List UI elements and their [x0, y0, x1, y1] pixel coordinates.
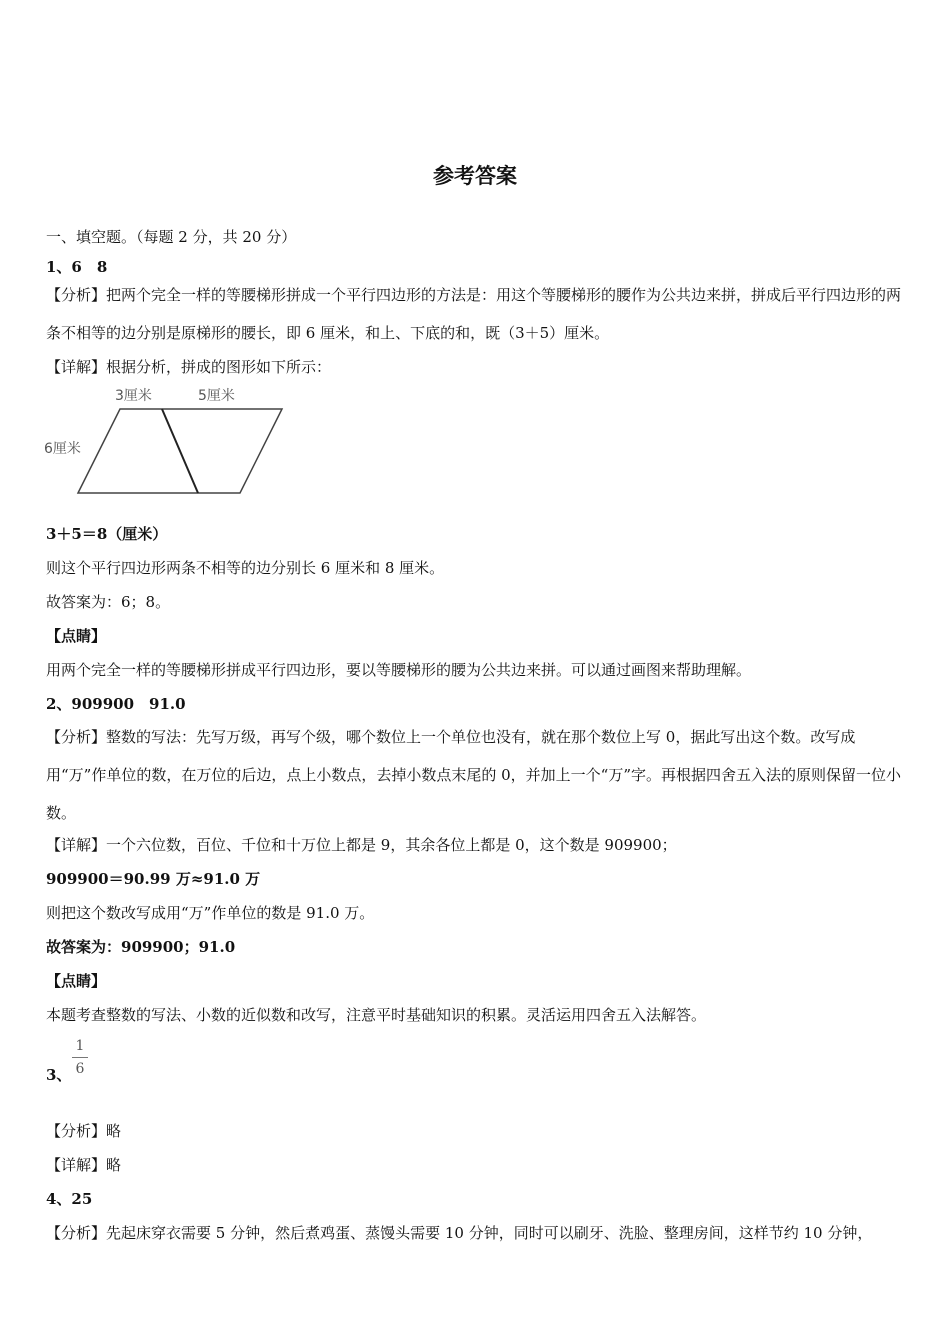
- section-heading: 一、填空题。（每题 2 分，共 20 分）: [46, 228, 297, 246]
- q2-final: 故答案为：909900；91.0: [46, 938, 236, 956]
- q3-prefix: 3、: [46, 1066, 72, 1084]
- q1-final: 故答案为：6；8。: [46, 593, 171, 611]
- q3-analysis: 【分析】略: [46, 1122, 122, 1140]
- q1-result: 则这个平行四边形两条不相等的边分别长 6 厘米和 8 厘米。: [46, 559, 445, 577]
- q1-note-head: 【点睛】: [46, 627, 107, 645]
- q2-note: 本题考查整数的写法、小数的近似数和改写，注意平时基础知识的积累。灵活运用四舍五入法解答。: [46, 1006, 707, 1024]
- q1-answer: 1、6 8: [46, 258, 108, 276]
- label-6cm: 6厘米: [44, 441, 81, 457]
- label-3cm: 3厘米: [115, 388, 152, 404]
- q2-analysis: 【分析】整数的写法：先写万级，再写个级，哪个数位上一个单位也没有，就在那个数位上写 0，据此写出这个数。改写成用“万”作单位的数，在万位的后边，点上小数点，去掉小数点末尾的 0，并加上一个“万”字。再根据四舍五入法的原则保留一位小数。: [46, 728, 901, 822]
- q3-fraction: [70, 1038, 90, 1077]
- q2-answer: 2、909900 91.0: [46, 695, 186, 713]
- parallelogram-diagram: [40, 380, 300, 500]
- q1-analysis: 【分析】把两个完全一样的等腰梯形拼成一个平行四边形的方法是：用这个等腰梯形的腰作为公共边来拼，拼成后平行四边形的两条不相等的边分别是原梯形的腰长，即 6 厘米，和上、下底的和，既（3＋5）厘米。: [46, 286, 902, 342]
- q2-calc: 909900＝90.99 万≈91.0 万: [46, 870, 261, 888]
- q2-result: 则把这个数改写成用“万”作单位的数是 91.0 万。: [46, 904, 375, 922]
- page-title: 参考答案: [433, 164, 517, 188]
- q3-detail: 【详解】略: [46, 1156, 122, 1174]
- q1-detail: 【详解】根据分析，拼成的图形如下所示：: [46, 358, 332, 376]
- q1-calc: 3＋5＝8（厘米）: [46, 525, 168, 543]
- q2-detail: 【详解】一个六位数，百位、千位和十万位上都是 9，其余各位上都是 0，这个数是 909900；: [46, 836, 677, 854]
- q4-analysis: 【分析】先起床穿衣需要 5 分钟，然后煮鸡蛋、蒸馒头需要 10 分钟，同时可以刷牙、洗脸、整理房间，这样节约 10 分钟，: [46, 1224, 873, 1242]
- fraction-denominator: 6: [75, 1061, 85, 1077]
- seam-line: [162, 409, 198, 493]
- label-5cm: 5厘米: [198, 388, 235, 404]
- q2-note-head: 【点睛】: [46, 972, 107, 990]
- q1-note: 用两个完全一样的等腰梯形拼成平行四边形，要以等腰梯形的腰为公共边来拼。可以通过画图来帮助理解。: [46, 661, 752, 679]
- q4-answer: 4、25: [46, 1190, 93, 1208]
- fraction-bar: [72, 1057, 88, 1058]
- fraction-numerator: 1: [75, 1038, 85, 1054]
